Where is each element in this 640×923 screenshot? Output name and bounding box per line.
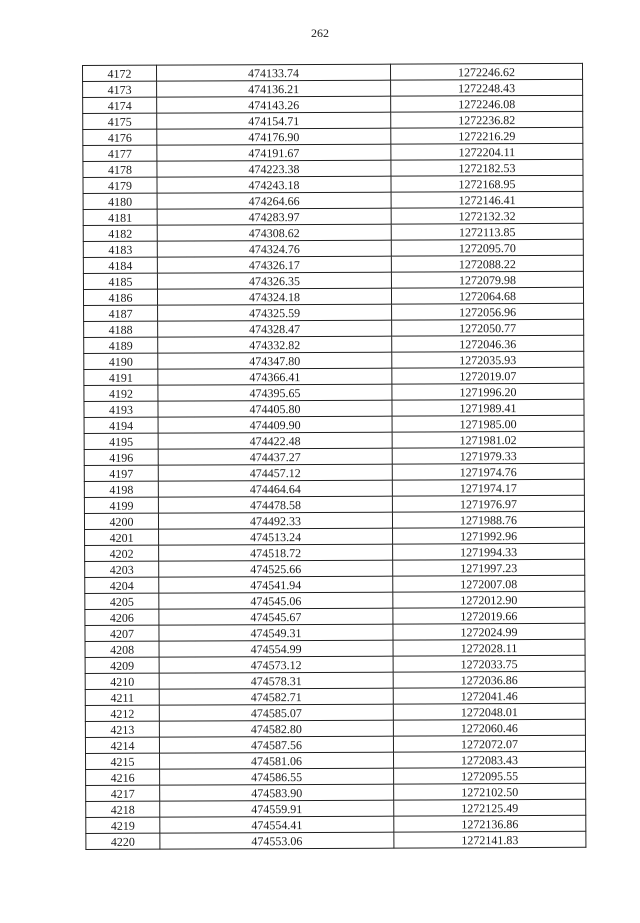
x-coordinate-cell: 474366.41: [158, 368, 392, 385]
y-coordinate-cell: 1272060.46: [393, 719, 585, 736]
y-coordinate-cell: 1272072.07: [393, 735, 585, 752]
coordinates-table-body: [83, 63, 586, 849]
x-coordinate-cell: 474154.71: [157, 112, 391, 129]
x-coordinate-cell: 474283.97: [157, 208, 391, 225]
point-number-cell: 4195: [84, 433, 158, 449]
y-coordinate-cell: 1272064.68: [391, 287, 583, 304]
y-coordinate-cell: 1272125.49: [394, 799, 586, 816]
x-coordinate-cell: 474554.99: [159, 640, 393, 657]
point-number-cell: 4219: [86, 817, 160, 833]
x-coordinate-cell: 474457.12: [158, 464, 392, 481]
x-coordinate-cell: 474573.12: [159, 656, 393, 673]
y-coordinate-cell: 1272079.98: [391, 271, 583, 288]
x-coordinate-cell: 474191.67: [157, 144, 391, 161]
y-coordinate-cell: 1271976.97: [392, 495, 584, 512]
y-coordinate-cell: 1271992.96: [393, 527, 585, 544]
point-number-cell: 4215: [86, 753, 160, 769]
point-number-cell: 4207: [85, 625, 159, 641]
y-coordinate-cell: 1272113.85: [391, 223, 583, 240]
x-coordinate-cell: 474492.33: [158, 512, 392, 529]
y-coordinate-cell: 1272095.55: [394, 767, 586, 784]
y-coordinate-cell: 1271996.20: [392, 383, 584, 400]
x-coordinate-cell: 474328.47: [158, 320, 392, 337]
y-coordinate-cell: 1272236.82: [391, 111, 583, 128]
y-coordinate-cell: 1272019.07: [392, 367, 584, 384]
x-coordinate-cell: 474545.67: [159, 608, 393, 625]
x-coordinate-cell: 474545.06: [159, 592, 393, 609]
y-coordinate-cell: 1272041.46: [393, 687, 585, 704]
y-coordinate-cell: 1272036.86: [393, 671, 585, 688]
x-coordinate-cell: 474324.18: [157, 288, 391, 305]
coordinates-table: [82, 63, 586, 850]
x-coordinate-cell: 474308.62: [157, 224, 391, 241]
x-coordinate-cell: 474582.71: [159, 688, 393, 705]
x-coordinate-cell: 474264.66: [157, 192, 391, 209]
point-number-cell: 4209: [85, 657, 159, 673]
point-number-cell: 4220: [86, 833, 160, 849]
y-coordinate-cell: 1272056.96: [392, 303, 584, 320]
y-coordinate-cell: 1272246.08: [391, 95, 583, 112]
y-coordinate-cell: 1272088.22: [391, 255, 583, 272]
point-number-cell: 4199: [84, 497, 158, 513]
x-coordinate-cell: 474437.27: [158, 448, 392, 465]
point-number-cell: 4181: [83, 209, 157, 225]
x-coordinate-cell: 474549.31: [159, 624, 393, 641]
y-coordinate-cell: 1271974.17: [392, 479, 584, 496]
y-coordinate-cell: 1271981.02: [392, 431, 584, 448]
x-coordinate-cell: 474326.35: [157, 272, 391, 289]
point-number-cell: 4198: [84, 481, 158, 497]
y-coordinate-cell: 1271989.41: [392, 399, 584, 416]
y-coordinate-cell: 1272141.83: [394, 831, 586, 848]
x-coordinate-cell: 474133.74: [157, 64, 391, 81]
point-number-cell: 4197: [84, 465, 158, 481]
point-number-cell: 4187: [84, 305, 158, 321]
x-coordinate-cell: 474325.59: [158, 304, 392, 321]
y-coordinate-cell: 1272028.11: [393, 639, 585, 656]
y-coordinate-cell: 1272095.70: [391, 239, 583, 256]
y-coordinate-cell: 1272216.29: [391, 127, 583, 144]
x-coordinate-cell: 474554.41: [160, 816, 394, 833]
x-coordinate-cell: 474513.24: [159, 528, 393, 545]
y-coordinate-cell: 1272132.32: [391, 207, 583, 224]
point-number-cell: 4180: [83, 193, 157, 209]
y-coordinate-cell: 1272136.86: [394, 815, 586, 832]
x-coordinate-cell: 474243.18: [157, 176, 391, 193]
y-coordinate-cell: 1272246.62: [390, 63, 582, 80]
point-number-cell: 4211: [85, 689, 159, 705]
x-coordinate-cell: 474559.91: [160, 800, 394, 817]
point-number-cell: 4189: [84, 337, 158, 353]
point-number-cell: 4212: [85, 705, 159, 721]
x-coordinate-cell: 474541.94: [159, 576, 393, 593]
point-number-cell: 4214: [85, 737, 159, 753]
point-number-cell: 4185: [83, 273, 157, 289]
y-coordinate-cell: 1272048.01: [393, 703, 585, 720]
point-number-cell: 4174: [83, 97, 157, 113]
point-number-cell: 4190: [84, 353, 158, 369]
point-number-cell: 4205: [85, 593, 159, 609]
table-row: [86, 831, 586, 849]
y-coordinate-cell: 1272050.77: [392, 319, 584, 336]
point-number-cell: 4208: [85, 641, 159, 657]
x-coordinate-cell: 474326.17: [157, 256, 391, 273]
y-coordinate-cell: 1272168.95: [391, 175, 583, 192]
y-coordinate-cell: 1272248.43: [391, 79, 583, 96]
x-coordinate-cell: 474143.26: [157, 96, 391, 113]
y-coordinate-cell: 1271979.33: [392, 447, 584, 464]
x-coordinate-cell: 474223.38: [157, 160, 391, 177]
point-number-cell: 4194: [84, 417, 158, 433]
y-coordinate-cell: 1271974.76: [392, 463, 584, 480]
x-coordinate-cell: 474518.72: [159, 544, 393, 561]
point-number-cell: 4196: [84, 449, 158, 465]
x-coordinate-cell: 474422.48: [158, 432, 392, 449]
point-number-cell: 4202: [85, 545, 159, 561]
x-coordinate-cell: 474332.82: [158, 336, 392, 353]
x-coordinate-cell: 474347.80: [158, 352, 392, 369]
point-number-cell: 4183: [83, 241, 157, 257]
y-coordinate-cell: 1272007.08: [393, 575, 585, 592]
point-number-cell: 4210: [85, 673, 159, 689]
point-number-cell: 4204: [85, 577, 159, 593]
x-coordinate-cell: 474324.76: [157, 240, 391, 257]
point-number-cell: 4218: [86, 801, 160, 817]
y-coordinate-cell: 1271988.76: [392, 511, 584, 528]
x-coordinate-cell: 474136.21: [157, 80, 391, 97]
point-number-cell: 4188: [84, 321, 158, 337]
x-coordinate-cell: 474582.80: [159, 720, 393, 737]
x-coordinate-cell: 474586.55: [160, 768, 394, 785]
x-coordinate-cell: 474405.80: [158, 400, 392, 417]
x-coordinate-cell: 474581.06: [160, 752, 394, 769]
point-number-cell: 4179: [83, 177, 157, 193]
point-number-cell: 4216: [86, 769, 160, 785]
y-coordinate-cell: 1272146.41: [391, 191, 583, 208]
point-number-cell: 4178: [83, 161, 157, 177]
point-number-cell: 4193: [84, 401, 158, 417]
y-coordinate-cell: 1272033.75: [393, 655, 585, 672]
point-number-cell: 4191: [84, 369, 158, 385]
y-coordinate-cell: 1272046.36: [392, 335, 584, 352]
point-number-cell: 4175: [83, 113, 157, 129]
point-number-cell: 4192: [84, 385, 158, 401]
y-coordinate-cell: 1272182.53: [391, 159, 583, 176]
x-coordinate-cell: 474587.56: [159, 736, 393, 753]
point-number-cell: 4172: [83, 65, 157, 81]
point-number-cell: 4201: [85, 529, 159, 545]
x-coordinate-cell: 474525.66: [159, 560, 393, 577]
point-number-cell: 4213: [85, 721, 159, 737]
point-number-cell: 4173: [83, 81, 157, 97]
point-number-cell: 4217: [86, 785, 160, 801]
y-coordinate-cell: 1272035.93: [392, 351, 584, 368]
x-coordinate-cell: 474409.90: [158, 416, 392, 433]
page-number: 262: [311, 26, 329, 40]
y-coordinate-cell: 1272083.43: [394, 751, 586, 768]
point-number-cell: 4176: [83, 129, 157, 145]
x-coordinate-cell: 474553.06: [160, 832, 394, 849]
point-number-cell: 4200: [84, 513, 158, 529]
y-coordinate-cell: 1272204.11: [391, 143, 583, 160]
y-coordinate-cell: 1272102.50: [394, 783, 586, 800]
y-coordinate-cell: 1271994.33: [393, 543, 585, 560]
y-coordinate-cell: 1271985.00: [392, 415, 584, 432]
y-coordinate-cell: 1271997.23: [393, 559, 585, 576]
point-number-cell: 4184: [83, 257, 157, 273]
y-coordinate-cell: 1272019.66: [393, 607, 585, 624]
x-coordinate-cell: 474464.64: [158, 480, 392, 497]
x-coordinate-cell: 474176.90: [157, 128, 391, 145]
x-coordinate-cell: 474395.65: [158, 384, 392, 401]
point-number-cell: 4177: [83, 145, 157, 161]
y-coordinate-cell: 1272012.90: [393, 591, 585, 608]
point-number-cell: 4182: [83, 225, 157, 241]
x-coordinate-cell: 474585.07: [159, 704, 393, 721]
x-coordinate-cell: 474578.31: [159, 672, 393, 689]
point-number-cell: 4206: [85, 609, 159, 625]
x-coordinate-cell: 474478.58: [158, 496, 392, 513]
y-coordinate-cell: 1272024.99: [393, 623, 585, 640]
point-number-cell: 4203: [85, 561, 159, 577]
x-coordinate-cell: 474583.90: [160, 784, 394, 801]
point-number-cell: 4186: [83, 289, 157, 305]
